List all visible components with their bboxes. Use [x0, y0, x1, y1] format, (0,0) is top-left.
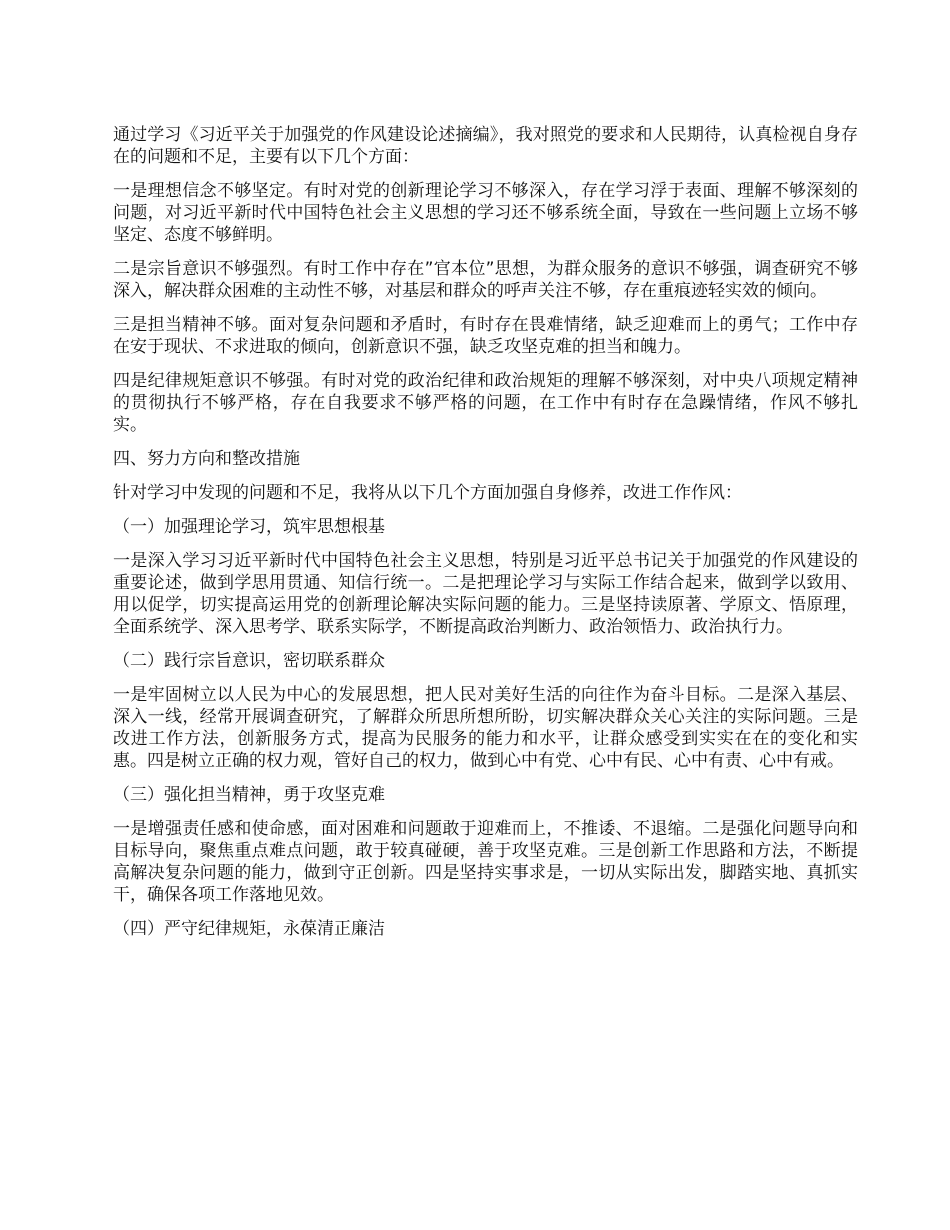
subsection-paragraph-1: 一是深入学习习近平新时代中国特色社会主义思想，特别是习近平总书记关于加强党的作风建设的重要论述，做到学思用贯通、知信行统一。二是把理论学习与实际工作结合起来，做到学以致用、用以促学，切实提高运用党的创新理论解决实际问题的能力。三是坚持读原著、学原文、悟原理，全面系统学、深入思考学、联系实际学，不断提高政治判断力、政治领悟力、政治执行力。	[113, 551, 858, 637]
issue-paragraph-1: 一是理想信念不够坚定。有时对党的创新理论学习不够深入，存在学习浮于表面、理解不够深刻的问题，对习近平新时代中国特色社会主义思想的学习还不够系统全面，导致在一些问题上立场不够坚定、态度不够鲜明。	[113, 181, 858, 245]
intro-paragraph: 通过学习《习近平关于加强党的作风建设论述摘编》，我对照党的要求和人民期待，认真检视自身存在的问题和不足，主要有以下几个方面：	[113, 125, 858, 167]
subsection-heading-2: （二）践行宗旨意识，密切联系群众	[113, 651, 385, 671]
subsection-paragraph-3: 一是增强责任感和使命感，面对困难和问题敢于迎难而上，不推诿、不退缩。二是强化问题导向和目标导向，聚焦重点难点问题，敢于较真碰硬，善于攻坚克难。三是创新工作思路和方法，不断提高解决复杂问题的能力，做到守正创新。四是坚持实事求是，一切从实际出发，脚踏实地、真抓实干，确保各项工作落地见效。	[113, 819, 858, 905]
subsection-heading-1: （一）加强理论学习，筑牢思想根基	[113, 517, 385, 537]
section-intro-paragraph: 针对学习中发现的问题和不足，我将从以下几个方面加强自身修养，改进工作作风：	[113, 483, 742, 503]
subsection-paragraph-2: 一是牢固树立以人民为中心的发展思想，把人民对美好生活的向往作为奋斗目标。二是深入基层、深入一线，经常开展调查研究，了解群众所思所想所盼，切实解决群众关心关注的实际问题。三是改进工作方法，创新服务方式，提高为民服务的能力和水平，让群众感受到实实在在的变化和实惠。四是树立正确的权力观，管好自己的权力，做到心中有党、心中有民、心中有责、心中有戒。	[113, 685, 858, 771]
issue-paragraph-2: 二是宗旨意识不够强烈。有时工作中存在”官本位”思想，为群众服务的意识不够强，调查研究不够深入，解决群众困难的主动性不够，对基层和群众的呼声关注不够，存在重痕迹轻实效的倾向。	[113, 259, 858, 301]
issue-paragraph-4: 四是纪律规矩意识不够强。有时对党的政治纪律和政治规矩的理解不够深刻，对中央八项规定精神的贯彻执行不够严格，存在自我要求不够严格的问题，在工作中有时存在急躁情绪，作风不够扎实。	[113, 371, 858, 435]
subsection-heading-3: （三）强化担当精神，勇于攻坚克难	[113, 785, 385, 805]
issue-paragraph-3: 三是担当精神不够。面对复杂问题和矛盾时，有时存在畏难情绪，缺乏迎难而上的勇气；工作中存在安于现状、不求进取的倾向，创新意识不强，缺乏攻坚克难的担当和魄力。	[113, 315, 858, 357]
section-heading-4: 四、努力方向和整改措施	[113, 449, 300, 469]
document-body	[113, 124, 858, 952]
subsection-heading-4: （四）严守纪律规矩，永葆清正廉洁	[113, 919, 385, 939]
